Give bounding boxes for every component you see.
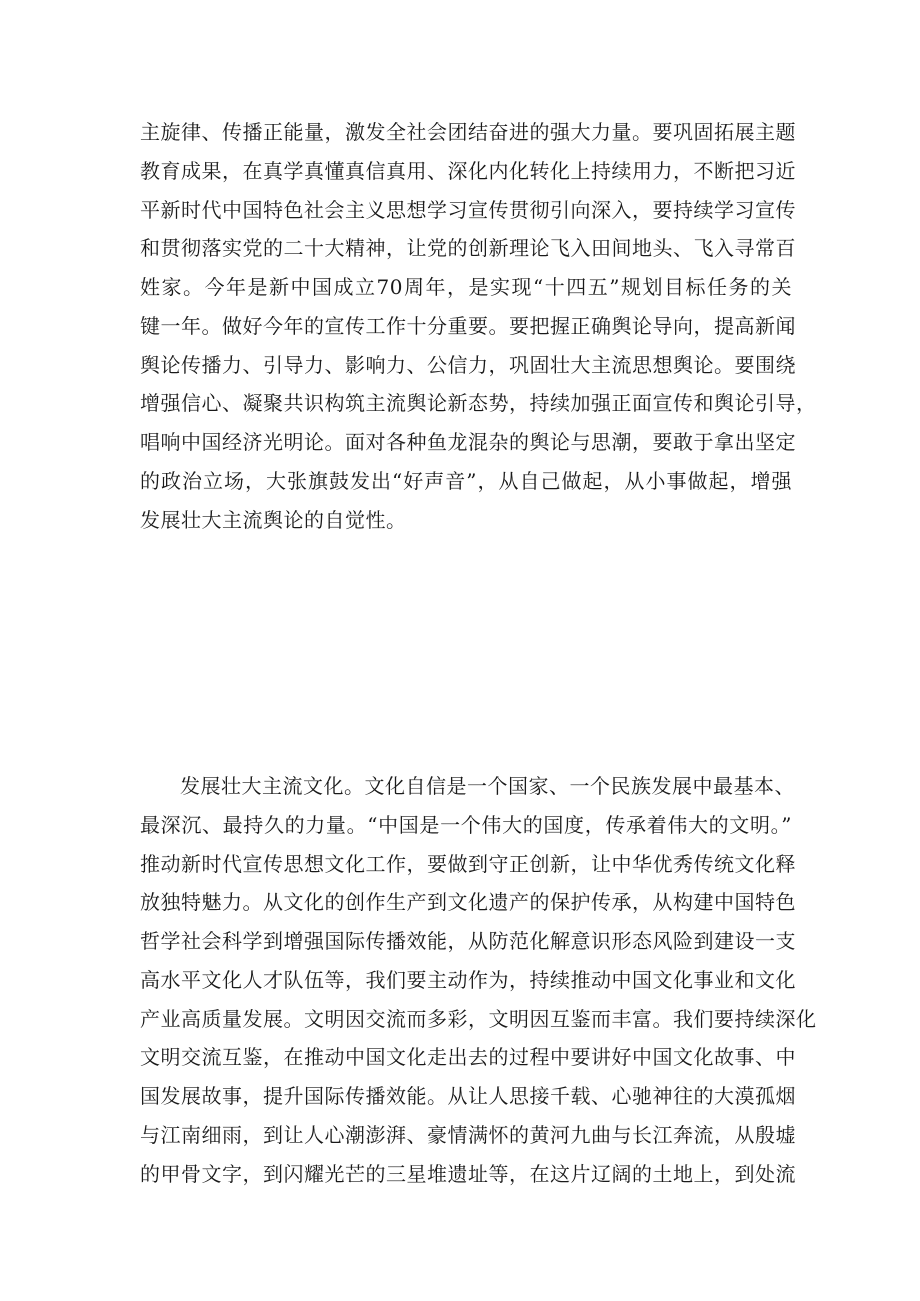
text-line: 发展壮大主流舆论的自觉性。 [140,507,407,532]
paragraph-mainstream-culture [140,767,817,1193]
text-line: 与江南细雨，到让人心潮澎湃、豪情满怀的黄河九曲与长江奔流，从殷墟 [140,1122,796,1147]
text-line: 发展壮大主流文化。文化自信是一个国家、一个民族发展中最基本、 [180,774,795,798]
text-line: 文明交流互鉴，在推动中国文化走出去的过程中要讲好中国文化故事、中 [140,1045,796,1070]
text-line: 增强信心、凝聚共识构筑主流舆论新态势，持续加强正面宣传和舆论引导， [140,391,817,416]
text-line: 键一年。做好今年的宣传工作十分重要。要把握正确舆论导向，提高新闻 [140,313,796,338]
text-line: 国发展故事，提升国际传播效能。从让人思接千载、心驰神往的大漠孤烟 [140,1084,796,1108]
text-line: 舆论传播力、引导力、影响力、公信力，巩固壮大主流思想舆论。要围绕 [140,352,796,377]
text-line: 放独特魅力。从文化的创作生产到文化遗产的保护传承，从构建中国特色 [140,890,796,915]
text-line: 唱响中国经济光明论。面对各种鱼龙混杂的舆论与思潮，要敢于拿出坚定 [140,430,796,454]
text-line: 教育成果，在真学真懂真信真用、深化内化转化上持续用力，不断把习近 [140,158,796,183]
text-line: 平新时代中国特色社会主义思想学习宣传贯彻引向深入，要持续学习宣传 [140,197,796,222]
text-line: 哲学社会科学到增强国际传播效能，从防范化解意识形态风险到建设一支 [140,929,796,953]
text-line: 的政治立场，大张旗鼓发出“好声音”，从自己做起，从小事做起，增强 [140,468,792,493]
text-line: 推动新时代宣传思想文化工作，要做到守正创新，让中华优秀传统文化释 [140,851,796,876]
paragraph-mainstream-opinion [140,113,817,539]
text-line: 的甲骨文字，到闪耀光芒的三星堆遗址等，在这片辽阔的土地上，到处流 [140,1161,796,1186]
text-line: 高水平文化人才队伍等，我们要主动作为，持续推动中国文化事业和文化 [140,967,796,992]
text-line: 主旋律、传播正能量，激发全社会团结奋进的强大力量。要巩固拓展主题 [140,120,796,144]
text-line: 最深沉、最持久的力量。“中国是一个伟大的国度，传承着伟大的文明。” [140,812,792,837]
text-line: 姓家。今年是新中国成立70周年，是实现“十四五”规划目标任务的关 [140,275,792,299]
text-line: 和贯彻落实党的二十大精神，让党的创新理论飞入田间地头、飞入寻常百 [140,236,796,261]
text-line: 产业高质量发展。文明因交流而多彩，文明因互鉴而丰富。我们要持续深化 [140,1006,817,1031]
